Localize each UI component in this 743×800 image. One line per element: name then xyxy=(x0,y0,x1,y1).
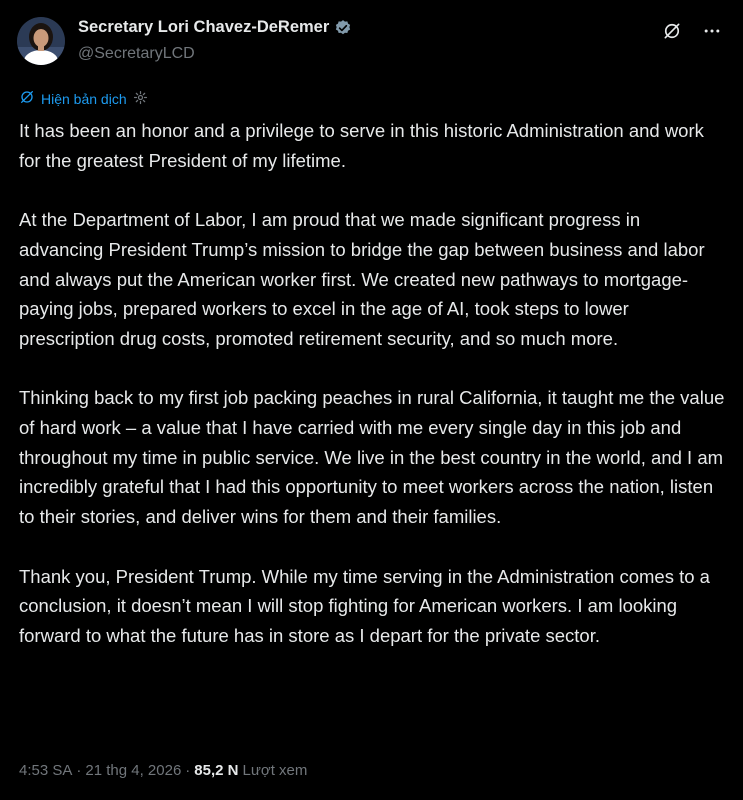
post-time[interactable]: 4:53 SA xyxy=(19,762,73,779)
meta-separator: · xyxy=(76,762,82,779)
post-text xyxy=(19,116,729,651)
post-paragraph: It has been an honor and a privilege to serve in this historic Administration and work for the greatest President of my lifetime. xyxy=(19,120,704,171)
views-label: Lượt xem xyxy=(242,762,308,779)
post-paragraph: At the Department of Labor, I am proud that we made significant progress in advancing President Trump’s mission to bridge the gap between business and labor and always put the American worker first. We created new pathways to mortgage-paying jobs, prepared workers to excel in the age of AI, took steps to lower prescription drug costs, promoted retirement security, and so much more. xyxy=(19,209,705,349)
verified-badge-icon xyxy=(334,19,352,37)
post-date[interactable]: 21 thg 4, 2026 xyxy=(85,762,182,779)
translate-icon xyxy=(19,89,35,108)
views-count[interactable]: 85,2 N xyxy=(194,762,239,779)
gear-icon[interactable] xyxy=(133,90,148,108)
show-translation-link[interactable]: Hiện bản dịch xyxy=(41,90,127,107)
author-handle[interactable]: @SecretaryLCD xyxy=(78,45,195,62)
post-header xyxy=(0,0,743,82)
post-meta xyxy=(19,762,307,779)
author-name-row xyxy=(78,18,352,37)
translation-row xyxy=(19,89,148,108)
slashed-circle-icon[interactable] xyxy=(661,20,683,42)
display-name[interactable]: Secretary Lori Chavez-DeRemer xyxy=(78,18,330,36)
header-actions xyxy=(661,20,723,42)
avatar[interactable] xyxy=(17,17,65,65)
meta-separator: · xyxy=(185,762,191,779)
post-paragraph: Thank you, President Trump. While my time serving in the Administration comes to a conclusion, it doesn’t mean I will stop fighting for American workers. I am looking forward to what the future has in store as I depart for the private sector. xyxy=(19,565,710,646)
post-paragraph: Thinking back to my first job packing peaches in rural California, it taught me the value of hard work – a value that I have carried with me every single day in this job and throughout my time in public service. We live in the best country in the world, and I am incredibly grateful that I had this opportunity to meet workers across the nation, listen to their stories, and deliver wins for them and their families. xyxy=(19,387,725,528)
more-dots-icon[interactable] xyxy=(701,20,723,42)
